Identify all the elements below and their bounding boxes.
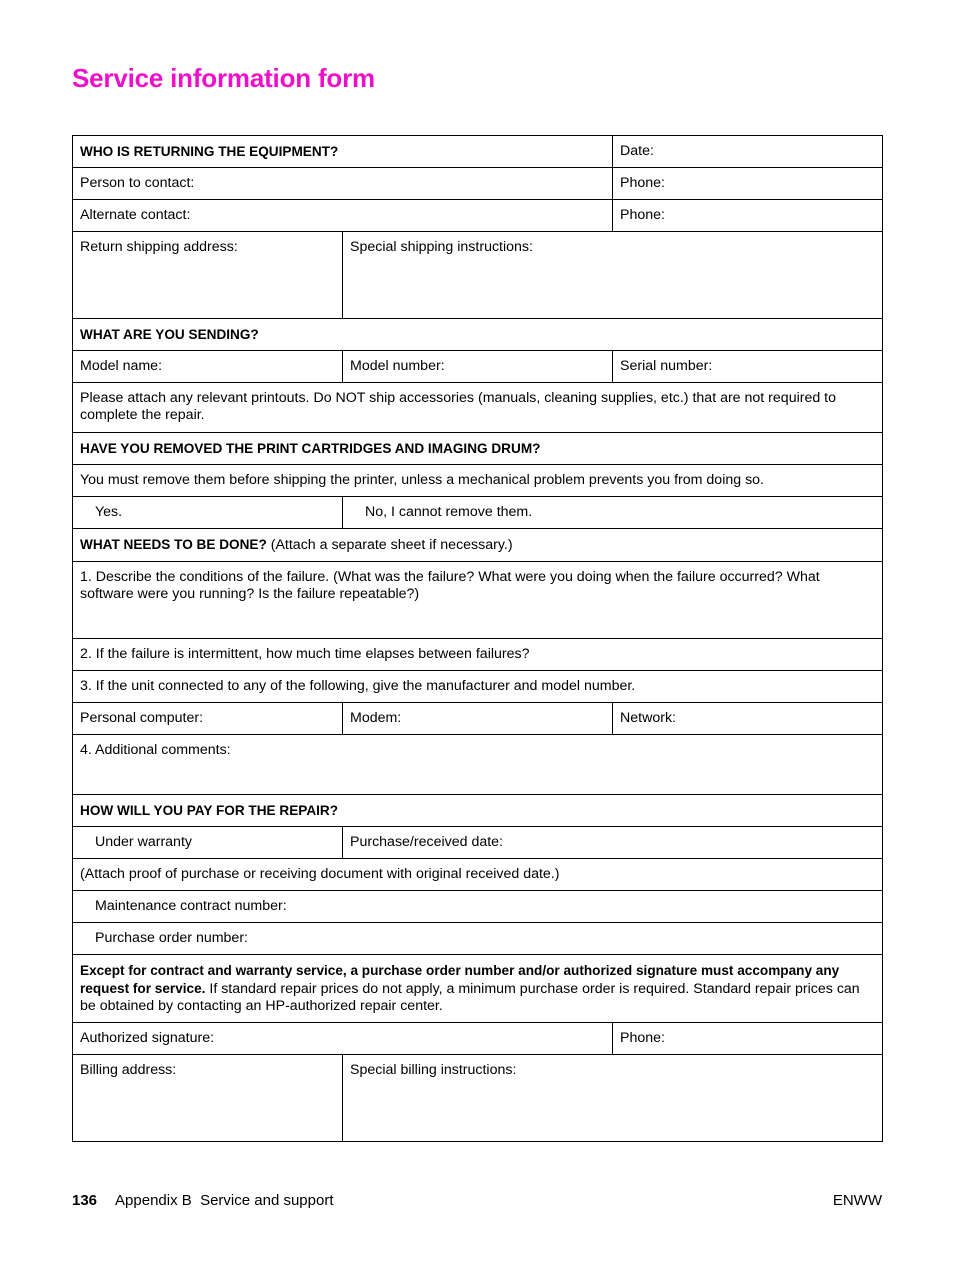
attach-proof-note: (Attach proof of purchase or receiving document with original received date.) [73, 859, 883, 891]
page-number: 136 [72, 1192, 98, 1209]
yes-option[interactable]: Yes. [73, 497, 343, 529]
service-notice [73, 955, 883, 1023]
special-billing-field[interactable]: Special billing instructions: [343, 1055, 883, 1142]
who-heading: WHO IS RETURNING THE EQUIPMENT? [73, 136, 613, 168]
maintenance-contract-field[interactable]: Maintenance contract number: [73, 891, 883, 923]
purchase-order-field[interactable]: Purchase order number: [73, 923, 883, 955]
serial-number-field[interactable]: Serial number: [613, 351, 883, 383]
failure-description-field[interactable]: 1. Describe the conditions of the failure. (What was the failure? What were you doing when the failure occurred? What software were you running? Is the failure repeatable?) [73, 562, 883, 639]
connected-unit-label: 3. If the unit connected to any of the following, give the manufacturer and model number. [73, 671, 883, 703]
footer-section: Appendix B Service and support [115, 1192, 334, 1209]
purchase-date-field[interactable]: Purchase/received date: [343, 827, 883, 859]
return-address-field[interactable]: Return shipping address: [73, 232, 343, 319]
special-shipping-field[interactable]: Special shipping instructions: [343, 232, 883, 319]
under-warranty-option[interactable]: Under warranty [73, 827, 343, 859]
page-title: Service information form [72, 63, 375, 93]
service-notice-bold: Except for contract and warranty service, a purchase order number and/or authorized signature must accompany any request for service. [80, 963, 840, 996]
footer-right: ENWW [832, 1192, 882, 1209]
needs-heading-note: (Attach a separate sheet if necessary.) [266, 537, 513, 553]
service-notice-text: If standard repair prices do not apply, a minimum purchase order is required. Standard repair prices can be obtained by contacting an HP-authorized repair center. [80, 981, 860, 1014]
modem-field[interactable]: Modem: [343, 703, 613, 735]
sending-note: Please attach any relevant printouts. Do NOT ship accessories (manuals, cleaning supplies, etc.) that are not required to complete the repair. [73, 383, 883, 433]
sending-heading: WHAT ARE YOU SENDING? [73, 319, 883, 351]
needs-heading-bold: WHAT NEEDS TO BE DONE? [80, 537, 267, 552]
alternate-contact-field[interactable]: Alternate contact: [73, 200, 613, 232]
billing-phone-field[interactable]: Phone: [613, 1023, 883, 1055]
model-number-field[interactable]: Model number: [343, 351, 613, 383]
phone-field-1[interactable]: Phone: [613, 168, 883, 200]
phone-field-2[interactable]: Phone: [613, 200, 883, 232]
page-footer [72, 1192, 882, 1210]
no-option[interactable]: No, I cannot remove them. [343, 497, 883, 529]
personal-computer-field[interactable]: Personal computer: [73, 703, 343, 735]
network-field[interactable]: Network: [613, 703, 883, 735]
intermittent-field[interactable]: 2. If the failure is intermittent, how much time elapses between failures? [73, 639, 883, 671]
additional-comments-field[interactable]: 4. Additional comments: [73, 735, 883, 795]
cartridges-heading: HAVE YOU REMOVED THE PRINT CARTRIDGES AND IMAGING DRUM? [73, 433, 883, 465]
cartridges-note: You must remove them before shipping the printer, unless a mechanical problem prevents you from doing so. [73, 465, 883, 497]
model-name-field[interactable]: Model name: [73, 351, 343, 383]
needs-heading [73, 529, 883, 562]
person-contact-field[interactable]: Person to contact: [73, 168, 613, 200]
service-form-table [72, 135, 883, 1142]
pay-heading: HOW WILL YOU PAY FOR THE REPAIR? [73, 795, 883, 827]
date-field[interactable]: Date: [613, 136, 883, 168]
billing-address-field[interactable]: Billing address: [73, 1055, 343, 1142]
authorized-signature-field[interactable]: Authorized signature: [73, 1023, 613, 1055]
